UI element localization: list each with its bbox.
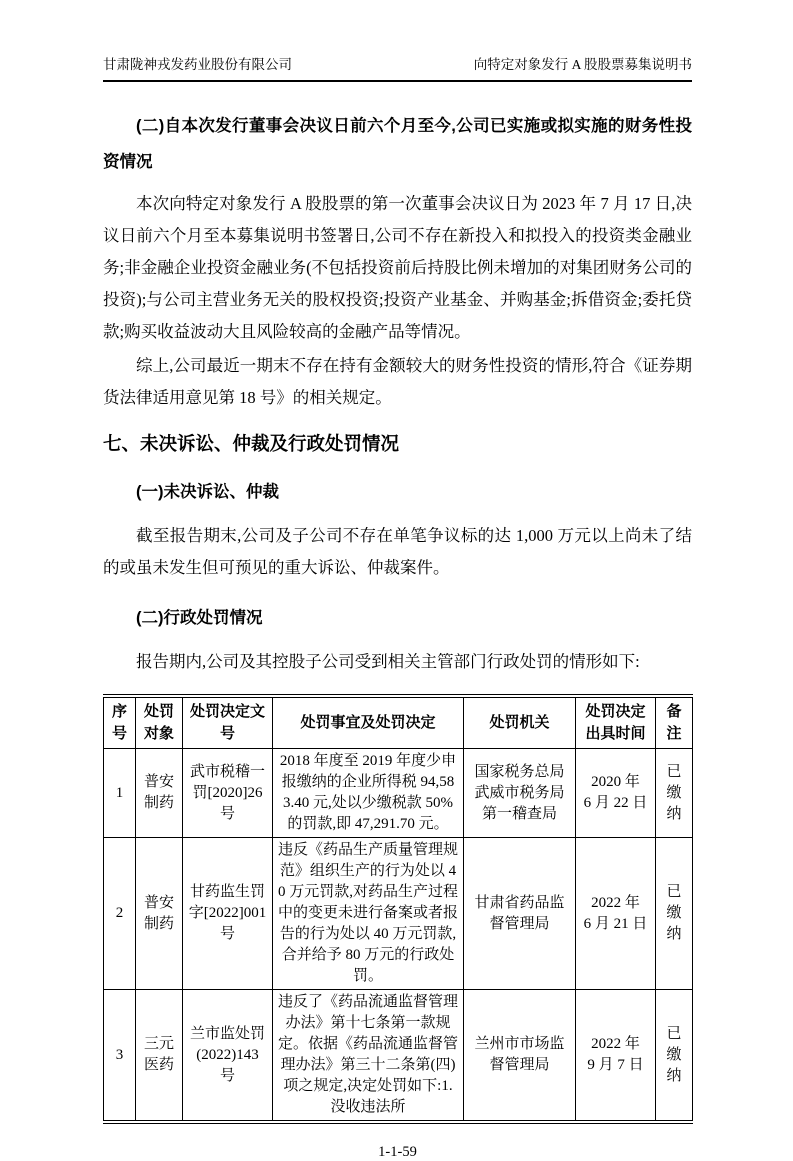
paragraph-admin-penalty: 报告期内,公司及其控股子公司受到相关主管部门行政处罚的情形如下: <box>136 652 640 671</box>
date-line-year: 2020 年 <box>591 774 640 790</box>
cell-date <box>576 990 656 1123</box>
paragraph-financial-2: 综上,公司最近一期末不存在持有金额较大的财务性投资的情形,符合《证券期货法律适用意见第 18 号》的相关规定。 <box>103 356 692 407</box>
col-header-note: 备注 <box>656 696 693 749</box>
cell-authority: 甘肃省药品监督管理局 <box>464 838 576 990</box>
page-number: 1-1-59 <box>378 1144 417 1160</box>
cell-target: 普安制药 <box>136 838 183 990</box>
cell-note: 已缴纳 <box>656 990 693 1123</box>
paragraph-financial-1: 本次向特定对象发行 A 股股票的第一次董事会决议日为 2023 年 7 月 17 日,决议日前六个月至本募集说明书签署日,公司不存在新投入和拟投入的投资类金融业务;非金融企业投资金融业务(不包括投资前后持股比例未增加的对集团财务公司的投资);与公司主营业务无关的股权投资;投资产业基金、并购基金;拆借资金;委托贷款;购买收益波动大且风险较高的金融产品等情况。 <box>103 194 692 341</box>
company-name: 甘肃陇神戎发药业股份有限公司 <box>103 57 292 72</box>
cell-doc-no: 兰市监处罚(2022)143 号 <box>183 990 273 1123</box>
page-header <box>103 55 692 82</box>
col-header-no: 序号 <box>104 696 136 749</box>
cell-target: 三元医药 <box>136 990 183 1123</box>
heading-admin-penalty: (二)行政处罚情况 <box>136 609 263 627</box>
document-title: 向特定对象发行 A 股股票募集说明书 <box>473 57 692 72</box>
cell-no: 2 <box>104 838 136 990</box>
col-header-matter: 处罚事宜及处罚决定 <box>273 696 464 749</box>
cell-doc-no: 武市税稽一罚[2020]26号 <box>183 749 273 838</box>
table-row <box>104 990 693 1123</box>
col-header-doc-no: 处罚决定文号 <box>183 696 273 749</box>
cell-date <box>576 749 656 838</box>
heading-financial-investment: (二)自本次发行董事会决议日前六个月至今,公司已实施或拟实施的财务性投资情况 <box>103 117 692 171</box>
table-row <box>104 838 693 990</box>
date-line-year: 2022 年 <box>591 1036 640 1052</box>
cell-doc-no: 甘药监生罚字[2022]001号 <box>183 838 273 990</box>
cell-authority: 兰州市市场监督管理局 <box>464 990 576 1123</box>
col-header-authority: 处罚机关 <box>464 696 576 749</box>
col-header-date: 处罚决定出具时间 <box>576 696 656 749</box>
cell-no: 3 <box>104 990 136 1123</box>
cell-note: 已缴纳 <box>656 749 693 838</box>
cell-no: 1 <box>104 749 136 838</box>
cell-target: 普安制药 <box>136 749 183 838</box>
date-line-day: 9 月 7 日 <box>587 1057 644 1073</box>
date-line-day: 6 月 22 日 <box>583 795 648 811</box>
cell-matter: 2018 年度至 2019 年度少申报缴纳的企业所得税 94,583.40 元,处以少缴税款 50%的罚款,即 47,291.70 元。 <box>273 749 464 838</box>
cell-note: 已缴纳 <box>656 838 693 990</box>
penalty-table-header-row <box>104 696 693 749</box>
date-line-year: 2022 年 <box>591 894 640 911</box>
date-line-day: 6 月 21 日 <box>583 915 648 932</box>
cell-authority: 国家税务总局武威市税务局第一稽查局 <box>464 749 576 838</box>
table-row <box>104 749 693 838</box>
paragraph-pending-litigation: 截至报告期末,公司及子公司不存在单笔争议标的达 1,000 万元以上尚未了结的或虽未发生但可预见的重大诉讼、仲裁案件。 <box>103 526 692 577</box>
col-header-target: 处罚对象 <box>136 696 183 749</box>
cell-date <box>576 838 656 990</box>
heading-pending-litigation: (一)未决诉讼、仲裁 <box>136 483 279 501</box>
cell-matter: 违反了《药品流通监督管理办法》第十七条第一款规定。依据《药品流通监督管理办法》第三十二条第(四)项之规定,决定处罚如下:1.没收违法所 <box>273 990 464 1123</box>
cell-matter: 违反《药品生产质量管理规范》组织生产的行为处以 40 万元罚款,对药品生产过程中的变更未进行备案或者报告的行为处以 40 万元罚款,合并给予 80 万元的行政处罚。 <box>273 838 464 990</box>
heading-litigation-section: 七、未决诉讼、仲裁及行政处罚情况 <box>103 433 400 454</box>
penalty-table <box>103 694 693 1124</box>
